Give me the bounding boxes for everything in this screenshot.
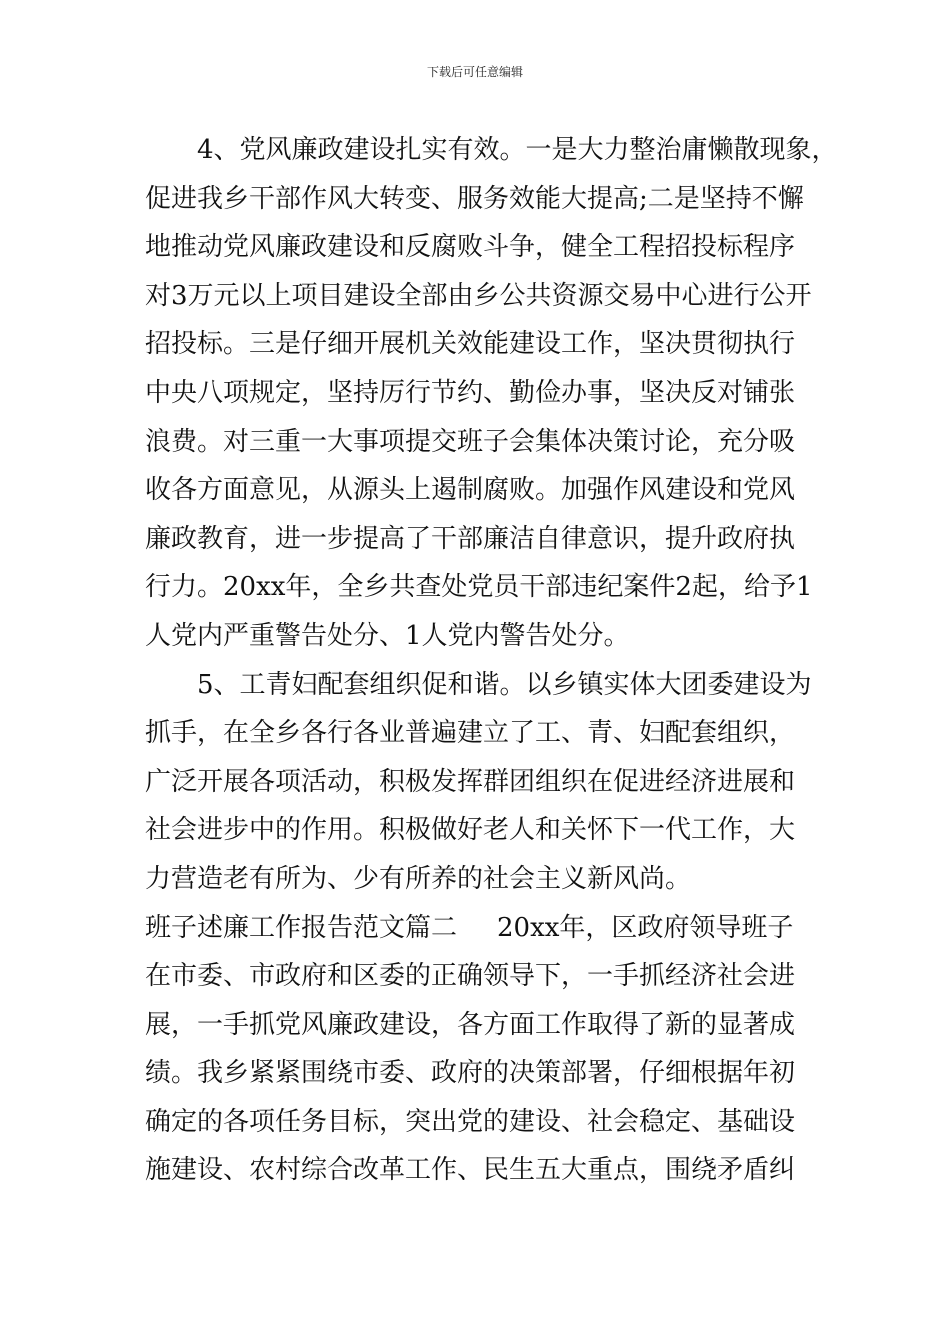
section-title: 班子述廉工作报告范文篇二 <box>145 912 458 943</box>
section-first-line: 20xx年，区政府领导班子 <box>497 912 794 943</box>
paragraph-item-4 <box>145 126 838 661</box>
text-line: 招投标。三是仔细开展机关效能建设工作，坚决贯彻执行 <box>145 329 796 360</box>
text-line: 人党内严重警告处分、1人党内警告处分。 <box>145 620 630 651</box>
text-line: 绩。我乡紧紧围绕市委、政府的决策部署，仔细根据年初 <box>145 1058 796 1089</box>
document-body <box>145 126 838 1195</box>
text-line: 行力。20xx年，全乡共查处党员干部违纪案件2起，给予1 <box>145 572 813 603</box>
text-line: 广泛开展各项活动，积极发挥群团组织在促进经济进展和 <box>145 766 796 797</box>
text-line: 抓手，在全乡各行各业普遍建立了工、青、妇配套组织， <box>145 718 796 749</box>
text-line: 确定的各项任务目标，突出党的建设、社会稳定、基础设 <box>145 1106 796 1137</box>
text-line: 浪费。对三重一大事项提交班子会集体决策讨论，充分吸 <box>145 426 796 457</box>
text-line: 对3万元以上项目建设全部由乡公共资源交易中心进行公开 <box>145 280 812 311</box>
section-report-two <box>145 904 815 1196</box>
text-line: 施建设、农村综合改革工作、民生五大重点，围绕矛盾纠 <box>145 1155 796 1186</box>
text-line: 力营造老有所为、少有所养的社会主义新风尚。 <box>145 863 692 894</box>
text-line: 收各方面意见，从源头上遏制腐败。加强作风建设和党风 <box>145 475 796 506</box>
text-line: 促进我乡干部作风大转变、服务效能大提高;二是坚持不懈 <box>145 183 804 214</box>
text-line: 4、党风廉政建设扎实有效。一是大力整治庸懒散现象， <box>197 135 838 165</box>
text-line: 社会进步中的作用。积极做好老人和关怀下一代工作，大 <box>145 815 796 846</box>
text-line: 5、工青妇配套组织促和谐。以乡镇实体大团委建设为 <box>197 669 812 700</box>
text-line: 在市委、市政府和区委的正确领导下，一手抓经济社会进 <box>145 961 796 992</box>
text-line: 地推动党风廉政建设和反腐败斗争，健全工程招投标程序 <box>145 232 796 263</box>
paragraph-item-5 <box>145 661 815 904</box>
page-header: 下载后可任意编辑 <box>426 65 523 79</box>
text-line: 中央八项规定，坚持厉行节约、勤俭办事，坚决反对铺张 <box>145 377 796 408</box>
section-title-line <box>145 904 815 953</box>
text-line: 廉政教育，进一步提高了干部廉洁自律意识，提升政府执 <box>145 523 796 554</box>
text-line: 展，一手抓党风廉政建设，各方面工作取得了新的显著成 <box>145 1009 796 1040</box>
